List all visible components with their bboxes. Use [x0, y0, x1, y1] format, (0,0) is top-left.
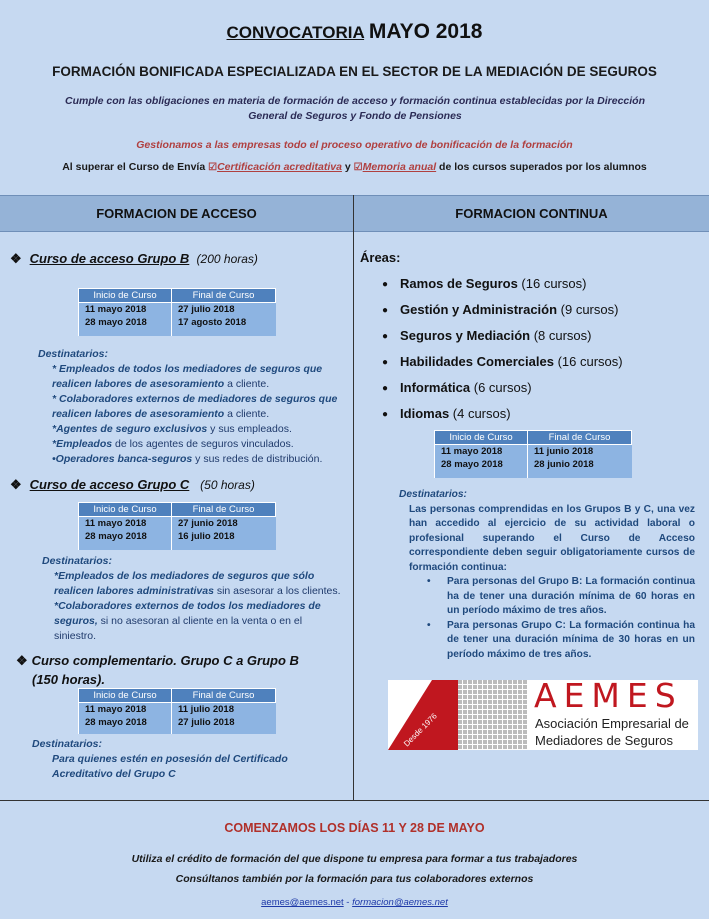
start-dates-banner: COMENZAMOS LOS DÍAS 11 Y 28 DE MAYO — [224, 821, 485, 835]
bullet-dot-icon: ● — [382, 305, 389, 316]
footer — [0, 801, 709, 919]
dates-table-grupo-c — [78, 502, 276, 550]
diamond-bullet-icon: ❖ — [10, 477, 22, 492]
dest-line: siniestro. — [54, 630, 97, 642]
logo-since: Desde 1976 — [402, 711, 439, 749]
list-item: • Para personas del Grupo B: La formación continua ha de tener una duración mínima de 60 horas en un período máximo de tres años. — [427, 576, 695, 616]
bullet-dot-icon: • — [427, 619, 431, 631]
cert-pre: Al superar el Curso de Envía — [62, 161, 209, 173]
area-item: ● Seguros y Mediación (8 cursos) — [382, 328, 592, 343]
date-cell: 11 mayo 2018 — [79, 703, 172, 717]
email-link-formacion[interactable]: formacion@aemes.net — [352, 897, 448, 908]
area-item: ● Gestión y Administración (9 cursos) — [382, 302, 619, 317]
date-cell: 28 junio 2018 — [528, 458, 632, 478]
cert-link-certificacion[interactable]: Certificación acreditativa — [217, 161, 342, 173]
date-cell: 28 mayo 2018 — [79, 530, 172, 550]
dest-line: seguros, si no asesoran al cliente en la venta o en el — [54, 615, 303, 627]
cert-mid: y — [341, 161, 354, 173]
destinatarios-label: Destinatarios: — [38, 348, 109, 360]
date-cell: 28 mayo 2018 — [79, 716, 172, 734]
destinatarios-label: Destinatarios: — [399, 489, 467, 500]
checkbox-icon: ☑ — [353, 162, 363, 173]
dest-line: *Empleados de los mediadores de seguros que sólo — [54, 570, 315, 582]
dest-line: * Empleados de todos los mediadores de seguros que — [52, 363, 323, 375]
date-cell: 11 mayo 2018 — [435, 445, 528, 459]
dest-line: Acreditativo del Grupo C — [52, 768, 176, 780]
cert-post: de los cursos superados por los alumnos — [436, 161, 647, 173]
column-divider — [353, 195, 354, 800]
dest-line: *Agentes de seguro exclusivos y sus empleados. — [52, 423, 292, 435]
certification-line — [0, 161, 709, 173]
aemes-logo — [388, 676, 698, 750]
diamond-bullet-icon: ❖ — [16, 653, 28, 668]
course-hours: (200 horas) — [196, 252, 258, 266]
dates-table-complementario — [78, 688, 276, 734]
gestion-text: Gestionamos a las empresas todo el proceso operativo de bonificación de la formación — [136, 139, 573, 151]
date-cell: 28 mayo 2018 — [435, 458, 528, 478]
bullet-dot-icon: ● — [382, 409, 389, 420]
bullet-dot-icon: ● — [382, 383, 389, 394]
area-item: ● Informática (6 cursos) — [382, 380, 532, 395]
bullet-dot-icon: • — [427, 576, 431, 587]
area-item: ● Idiomas (4 cursos) — [382, 406, 511, 421]
areas-label: Áreas: — [360, 250, 401, 265]
title-prefix: CONVOCATORIA — [226, 23, 365, 42]
th-start: Inicio de Curso — [79, 689, 172, 703]
destinatarios-continua — [399, 488, 695, 662]
dest-line: Para quienes estén en posesión del Certificado — [52, 753, 288, 765]
destinatarios-label: Destinatarios: — [32, 738, 103, 750]
bullet-dot-icon: ● — [382, 357, 389, 368]
dest-line: * Colaboradores externos de mediadores de seguros que — [52, 393, 338, 405]
course-title: Curso de acceso Grupo B — [29, 251, 190, 266]
course-title: Curso complementario. Grupo C a Grupo B — [31, 653, 299, 668]
checkbox-icon: ☑ — [208, 162, 218, 173]
course-hours: (50 horas) — [200, 478, 255, 492]
title-date: MAYO 2018 — [368, 20, 483, 43]
bullet-dot-icon: ● — [382, 279, 389, 290]
bullet-dot-icon: ● — [382, 331, 389, 342]
diamond-bullet-icon: ❖ — [10, 251, 22, 266]
header — [0, 0, 709, 193]
footer-line-1: Utiliza el crédito de formación del que dispone tu empresa para formar a tus trabajadores — [131, 853, 578, 865]
th-end: Final de Curso — [528, 431, 632, 445]
dest-line: realicen labores de asesoramiento a cliente. — [52, 408, 270, 420]
th-start: Inicio de Curso — [435, 431, 528, 445]
destinatarios-grupo-c — [42, 554, 341, 644]
footer-line-2: Consúltanos también por la formación para tus colaboradores externos — [175, 873, 534, 885]
logo-line2: Mediadores de Seguros — [535, 733, 674, 748]
cert-link-memoria[interactable]: Memoria anual — [362, 161, 437, 173]
date-cell: 16 julio 2018 — [172, 530, 276, 550]
dest-line: •Operadores banca-seguros y sus redes de distribución. — [52, 453, 323, 465]
th-start: Inicio de Curso — [79, 503, 172, 517]
date-cell: 11 julio 2018 — [172, 703, 276, 717]
date-cell: 11 junio 2018 — [528, 445, 632, 459]
th-end: Final de Curso — [172, 289, 276, 303]
area-item: ● Ramos de Seguros (16 cursos) — [382, 276, 587, 291]
logo-name: AEMES — [534, 676, 683, 715]
course-complementario-heading — [16, 651, 299, 689]
th-end: Final de Curso — [172, 503, 276, 517]
contact-emails — [0, 897, 709, 908]
date-cell: 17 agosto 2018 — [172, 316, 276, 336]
dates-table-continua — [434, 430, 632, 478]
logo-line1: Asociación Empresarial de — [535, 716, 689, 731]
date-cell: 28 mayo 2018 — [79, 316, 172, 336]
date-cell: 11 mayo 2018 — [79, 517, 172, 531]
destinatarios-text: Las personas comprendidas en los Grupos B y C, una vez han accedido al ejercicio de su actividad laboral o profesional superando el Curso de Acceso correspondiente deben seguir obligatoriamente cursos de formación continua: — [409, 503, 695, 573]
course-hours: (150 horas). — [32, 672, 105, 687]
course-title: Curso de acceso Grupo C — [29, 477, 190, 492]
course-grupo-c-heading — [10, 477, 255, 493]
dates-table-grupo-b — [78, 288, 276, 336]
destinatarios-grupo-b — [38, 347, 337, 467]
intro-text: Cumple con las obligaciones en materia de formación de acceso y formación continua establecidas por la Dirección General de Seguros y Fondo de Pensiones — [64, 95, 645, 122]
subtitle: FORMACIÓN BONIFICADA ESPECIALIZADA EN EL SECTOR DE LA MEDIACIÓN DE SEGUROS — [52, 64, 657, 79]
dest-line: *Empleados de los agentes de seguros vinculados. — [52, 438, 294, 450]
area-item: ● Habilidades Comerciales (16 cursos) — [382, 354, 623, 369]
list-item: • Para personas Grupo C: La formación continua ha de tener una duración mínima de 30 horas en un período máximo de tres años. — [427, 619, 695, 660]
date-cell: 27 julio 2018 — [172, 303, 276, 317]
dest-line: *Colaboradores externos de todos los mediadores de — [54, 600, 321, 612]
date-cell: 11 mayo 2018 — [79, 303, 172, 317]
dest-line: realicen labores de asesoramiento a cliente. — [52, 378, 270, 390]
email-separator: - — [343, 897, 353, 908]
th-end: Final de Curso — [172, 689, 276, 703]
dest-line: realicen labores administrativas sin asesorar a los clientes. — [54, 585, 341, 597]
destinatarios-complementario — [32, 737, 288, 782]
course-grupo-b-heading — [10, 251, 258, 267]
page-title — [0, 20, 709, 44]
destinatarios-label: Destinatarios: — [42, 555, 113, 567]
email-link-aemes[interactable]: aemes@aemes.net — [261, 897, 344, 908]
th-start: Inicio de Curso — [79, 289, 172, 303]
date-cell: 27 julio 2018 — [172, 716, 276, 734]
date-cell: 27 junio 2018 — [172, 517, 276, 531]
column-header-continua: FORMACION CONTINUA — [354, 195, 709, 232]
column-header-acceso: FORMACION DE ACCESO — [0, 195, 353, 232]
